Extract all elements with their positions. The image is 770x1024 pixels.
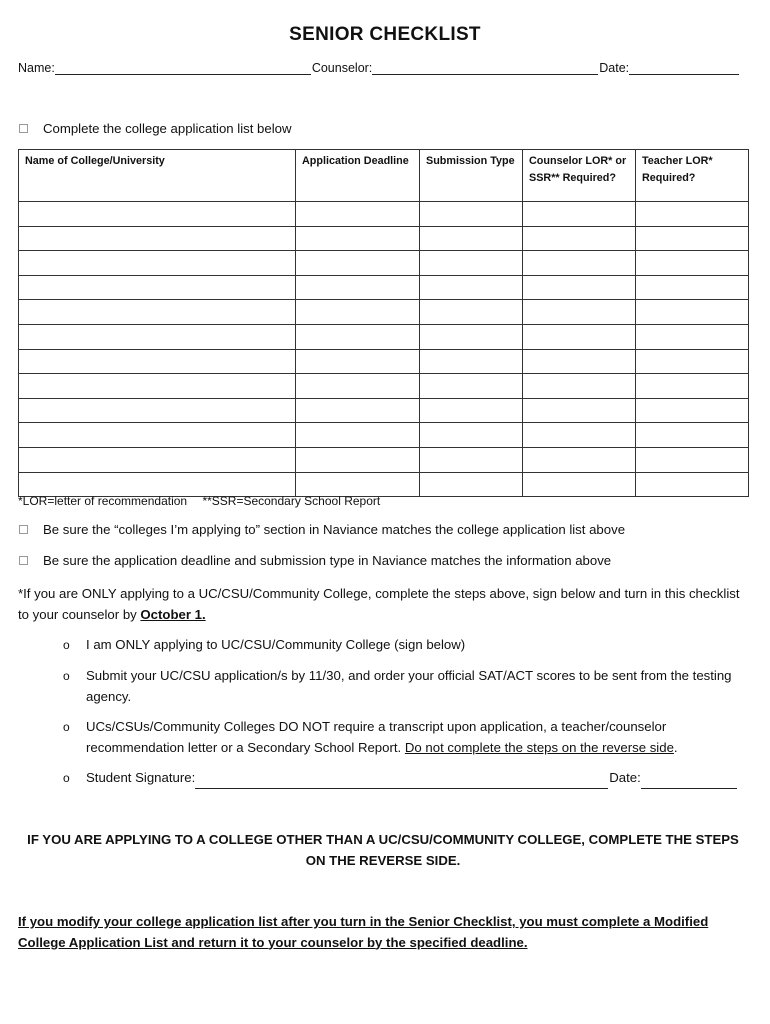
table-cell[interactable] xyxy=(19,423,296,448)
table-cell[interactable] xyxy=(636,202,749,227)
table-cell[interactable] xyxy=(523,275,636,300)
table-row xyxy=(19,251,749,276)
bullet-marker: o xyxy=(63,638,70,652)
lor-footnote: *LOR=letter of recommendation xyxy=(18,494,188,508)
name-field[interactable] xyxy=(55,62,311,75)
ssr-footnote: **SSR=Secondary School Report xyxy=(202,494,381,508)
table-cell[interactable] xyxy=(19,275,296,300)
table-cell[interactable] xyxy=(523,202,636,227)
table-cell[interactable] xyxy=(296,349,420,374)
table-cell[interactable] xyxy=(420,447,523,472)
table-cell[interactable] xyxy=(636,251,749,276)
table-cell[interactable] xyxy=(296,447,420,472)
header-fields xyxy=(18,61,748,75)
table-cell[interactable] xyxy=(19,251,296,276)
table-cell[interactable] xyxy=(420,202,523,227)
table-cell[interactable] xyxy=(19,202,296,227)
table-cell[interactable] xyxy=(523,447,636,472)
table-cell[interactable] xyxy=(296,251,420,276)
table-cell[interactable] xyxy=(523,300,636,325)
table-row xyxy=(19,226,749,251)
table-row xyxy=(19,349,749,374)
table-cell[interactable] xyxy=(19,300,296,325)
table-cell[interactable] xyxy=(420,374,523,399)
bullet-text: Submit your UC/CSU application/s by 11/30, and order your official SAT/ACT scores to be sent from the testing agency. xyxy=(86,668,732,704)
table-cell[interactable] xyxy=(296,275,420,300)
column-header: Name of College/University xyxy=(19,150,296,202)
uc-instructions-text: *If you are ONLY applying to a UC/CSU/Community College, complete the steps above, sign below and turn in this checklist to your counselor by xyxy=(18,586,740,622)
table-cell[interactable] xyxy=(420,398,523,423)
table-cell[interactable] xyxy=(19,324,296,349)
table-cell[interactable] xyxy=(523,374,636,399)
table-row xyxy=(19,472,749,497)
table-cell[interactable] xyxy=(296,472,420,497)
footnotes xyxy=(18,494,380,508)
table-row xyxy=(19,423,749,448)
checkbox[interactable] xyxy=(19,124,28,133)
table-cell[interactable] xyxy=(420,423,523,448)
table-cell[interactable] xyxy=(420,300,523,325)
date-label: Date: xyxy=(599,61,630,75)
table-cell[interactable] xyxy=(19,472,296,497)
table-row xyxy=(19,324,749,349)
checkbox[interactable] xyxy=(19,556,28,565)
table-cell[interactable] xyxy=(296,374,420,399)
complete-list-label: Complete the college application list below xyxy=(43,121,292,136)
college-application-table xyxy=(18,149,749,497)
table-row xyxy=(19,398,749,423)
check-label: Be sure the “colleges I’m applying to” section in Naviance matches the college application list above xyxy=(43,522,626,537)
complete-list-item xyxy=(18,121,292,136)
uc-instructions xyxy=(18,584,748,625)
table-cell[interactable] xyxy=(296,226,420,251)
list-item xyxy=(63,635,748,656)
bullet-marker: o xyxy=(63,720,70,734)
signature-label: Student Signature: xyxy=(86,770,196,785)
naviance-colleges-item xyxy=(18,522,625,537)
bullet-marker: o xyxy=(63,771,70,785)
table-cell[interactable] xyxy=(636,374,749,399)
table-cell[interactable] xyxy=(523,324,636,349)
table-row xyxy=(19,447,749,472)
table-cell[interactable] xyxy=(420,275,523,300)
table-cell[interactable] xyxy=(296,324,420,349)
signature-date-field[interactable] xyxy=(641,776,737,789)
table-cell[interactable] xyxy=(636,472,749,497)
table-cell[interactable] xyxy=(636,300,749,325)
table-cell[interactable] xyxy=(523,349,636,374)
list-item xyxy=(63,666,748,707)
table-row xyxy=(19,202,749,227)
table-cell[interactable] xyxy=(420,251,523,276)
bullet-text xyxy=(86,717,748,758)
table-cell[interactable] xyxy=(420,349,523,374)
table-cell[interactable] xyxy=(523,423,636,448)
table-cell[interactable] xyxy=(523,472,636,497)
table-cell[interactable] xyxy=(523,251,636,276)
table-cell[interactable] xyxy=(636,423,749,448)
table-cell[interactable] xyxy=(296,300,420,325)
date-field[interactable] xyxy=(629,62,739,75)
table-header-row xyxy=(19,150,749,202)
table-cell[interactable] xyxy=(523,398,636,423)
period: . xyxy=(673,739,678,755)
table-cell[interactable] xyxy=(296,202,420,227)
table-cell[interactable] xyxy=(636,349,749,374)
table-cell[interactable] xyxy=(296,423,420,448)
name-label: Name: xyxy=(18,61,55,75)
bullet-marker: o xyxy=(63,669,70,683)
table-cell[interactable] xyxy=(296,398,420,423)
no-transcript-text: UCs/CSUs/Community Colleges DO NOT require a transcript upon application, a teacher/counselor recommendation letter or a Secondary School Report. xyxy=(86,719,667,755)
table-cell[interactable] xyxy=(636,447,749,472)
table-cell[interactable] xyxy=(19,349,296,374)
table-cell[interactable] xyxy=(420,324,523,349)
column-header: Application Deadline xyxy=(296,150,420,202)
table-cell[interactable] xyxy=(636,324,749,349)
table-cell[interactable] xyxy=(19,374,296,399)
table-cell[interactable] xyxy=(420,472,523,497)
table-cell[interactable] xyxy=(19,447,296,472)
modify-list-notice: If you modify your college application list after you turn in the Senior Checklist, you must complete a Modified College Application List and return it to your counselor by the specified deadline. xyxy=(18,914,709,950)
counselor-label: Counselor: xyxy=(311,61,373,75)
column-header: Submission Type xyxy=(420,150,523,202)
table-cell[interactable] xyxy=(636,398,749,423)
table-row xyxy=(19,300,749,325)
reverse-side-warning: Do not complete the steps on the reverse side xyxy=(404,739,674,755)
column-header: Teacher LOR* Required? xyxy=(636,150,749,202)
table-cell[interactable] xyxy=(19,226,296,251)
uc-deadline: October 1. xyxy=(140,606,206,622)
list-item xyxy=(63,768,748,789)
table-cell[interactable] xyxy=(420,226,523,251)
column-header: Counselor LOR* or SSR** Required? xyxy=(523,150,636,202)
counselor-field[interactable] xyxy=(372,62,598,75)
check-label: Be sure the application deadline and submission type in Naviance matches the information above xyxy=(43,553,612,568)
table-row xyxy=(19,374,749,399)
signature-line xyxy=(86,768,738,789)
checkbox[interactable] xyxy=(19,525,28,534)
table-cell[interactable] xyxy=(636,275,749,300)
naviance-deadline-item xyxy=(18,553,611,568)
table-row xyxy=(19,275,749,300)
signature-field[interactable] xyxy=(195,776,608,789)
table-cell[interactable] xyxy=(19,398,296,423)
table-cell[interactable] xyxy=(636,226,749,251)
bullet-text: I am ONLY applying to UC/CSU/Community College (sign below) xyxy=(86,637,466,652)
list-item xyxy=(63,717,748,758)
page-title: SENIOR CHECKLIST xyxy=(289,24,481,45)
other-college-notice: IF YOU ARE APPLYING TO A COLLEGE OTHER THAN A UC/CSU/COMMUNITY COLLEGE, COMPLETE THE STEPS ON THE REVERSE SIDE. xyxy=(27,832,739,868)
table-cell[interactable] xyxy=(523,226,636,251)
signature-date-label: Date: xyxy=(609,770,641,785)
